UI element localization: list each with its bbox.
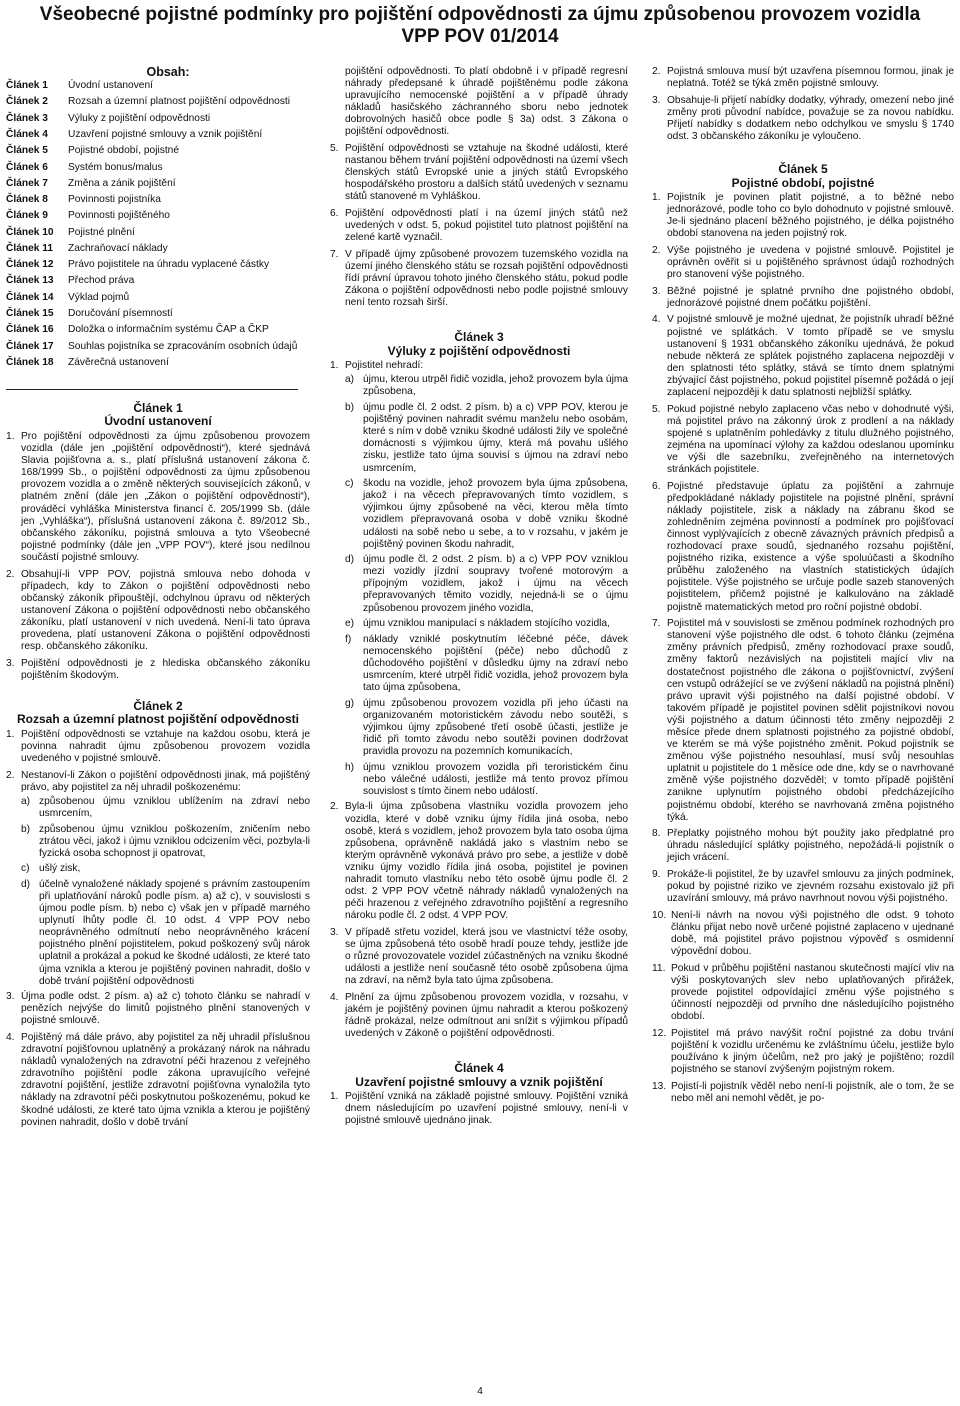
paragraph-text: Běžné pojistné je splatné prvního dne pojistného období, jednorázové pojistné dnem počátku pojištění. [667, 285, 954, 309]
paragraph-text: Pojištění odpovědnosti platí i na území jiných států než uvedených v odst. 5, pokud pojistitel tuto platnost pojištění na zelené kartě vyznačil. [345, 208, 628, 244]
paragraph-number: 6. [330, 208, 339, 220]
toc-item-number: Článek 5 [6, 145, 48, 157]
paragraph [652, 1081, 954, 1105]
list-item [345, 634, 628, 694]
toc-item-label: Systém bonus/malus [68, 161, 163, 173]
page-number: 4 [477, 1386, 483, 1397]
columns [0, 66, 960, 1133]
paragraph [6, 991, 310, 1027]
list-item-text: újmu způsobenou provozem vozidla při jeho účasti na organizovaném motoristickém závodu nebo soutěži, s výjimkou újmy způsobené třetí osobě účasti, jestliže je řidič při tomto závodu nebo soutěži povinen dodržovat pravidla provozu na pozemních komunikacích, [363, 697, 628, 758]
toc-item [6, 129, 310, 141]
toc-item-number: Článek 3 [6, 112, 48, 124]
paragraph-text: Újma podle odst. 2 písm. a) až c) tohoto článku se nahradí v penězích nejvýše do limitů pojistného plnění stanovených v pojistné smlouvě. [21, 991, 310, 1027]
toc-item-label: Změna a zánik pojištění [68, 177, 176, 189]
list-item-text: škodu na vozidle, jehož provozem byla újma způsobena, jakož i na věcech přepravovaných tímto vozidlem, s výjimkou újmy způsobené na věci, kterou měla tímto vozidlem přepravovaná osoba v době vzniku škodné události na sobě nebo u sebe, a to v rozsahu, v jakém je pojištěný povinen škodu nahradit, [363, 478, 628, 550]
toc-item-number: Článek 1 [6, 80, 48, 92]
toc-item-number: Článek 16 [6, 324, 54, 336]
paragraph [652, 314, 954, 399]
toc-item [6, 113, 310, 125]
paragraph-number: 11. [652, 962, 666, 974]
toc-item [6, 292, 310, 304]
paragraph-text: Pokud v průběhu pojištění nastanou skutečnosti mající vliv na výši poskytovaných slev nebo uplatňovaných přirážek, provede pojistitel odpovídající změnu výše pojistného s účinností nejpozději od prvního dne následujícího pojistného období. [671, 962, 954, 1023]
toc-item-number: Článek 2 [6, 96, 48, 108]
paragraph [6, 729, 310, 765]
toc-item [6, 227, 310, 239]
paragraph-number: 1. [330, 1091, 339, 1103]
paragraph-text: V pojistné smlouvě je možné ujednat, že pojistník uhradí běžné pojistné ve splátkách. V tomto případě se ve smyslu ustanovení § 1931 občanského zákoníku ujednává, že pokud nebude některá ze splátek pojistného zaplacena nejpozději v den splatnosti této splátky, stává se tímto dnem splatnými zbývající část pojistného, pokud pojistitel písemně požádá o její zaplacení nejpozději k datu splatnosti nejbližší splátky. [667, 314, 954, 398]
toc-item-label: Výklad pojmů [68, 291, 130, 303]
paragraph-number: 2. [652, 66, 661, 77]
paragraph [652, 869, 954, 905]
paragraph-number: 8. [652, 828, 661, 840]
toc-item-number: Článek 8 [6, 194, 48, 206]
column-1 [0, 66, 320, 1133]
paragraph-text: Pojistí-li pojistník věděl nebo není-li pojistník, ale o tom, že se nebo měl ani nemohl vědět, je po- [671, 1080, 954, 1104]
paragraph-number: 3. [652, 285, 661, 297]
paragraph-number: 3. [6, 991, 15, 1003]
toc-item-number: Článek 15 [6, 308, 54, 320]
toc-item-number: Článek 7 [6, 177, 48, 189]
list-item-letter: h) [345, 761, 355, 773]
toc-item-number: Článek 13 [6, 275, 54, 287]
toc-item [6, 357, 310, 369]
paragraph-number: 12. [652, 1027, 667, 1039]
list-item [345, 618, 628, 630]
column-2 [320, 66, 640, 1133]
paragraph-text: Plnění za újmu způsobenou provozem vozidla, v rozsahu, v jakém je pojištěný povinen újmu nahradit a kterou poškozený řádně prokázal, nelze odmítnout ani snížit s výjimkou případů uvedených v Zákoně o pojištění odpovědnosti. [345, 991, 628, 1040]
article-title: Úvodní ustanovení [104, 414, 212, 429]
article-2-subitems [6, 796, 310, 988]
paragraph [652, 245, 954, 281]
toc-item [6, 243, 310, 255]
list-item [345, 762, 628, 798]
paragraph-text: Pojištění odpovědnosti je z hlediska občanského zákoníku pojištěním škodovým. [21, 657, 310, 681]
list-item-letter: a) [21, 795, 31, 807]
paragraph [330, 801, 628, 922]
toc-item-number: Článek 9 [6, 210, 48, 222]
article-1-paragraphs [6, 431, 310, 682]
paragraph-text: Pojistitel má v souvislosti se změnou podmínek rozhodných pro stanovení výše pojistného dle odst. 6 tohoto článku (zejména změny právních předpisů, změny rozhodovací praxe soudů, změny faktorů nezávislých na pojistiteli mající vliv na dostatečnost pojistného dle zákona o pojišťovnictví, zvýšení cen vstupů odrážející se ve zvýšení nákladů na pojistná plnění) právo upravit výši pojistného na další pojistné období. V takovém případě je pojistitel povinen sdělit pojistníkovi novou výši pojistného a datum účinnosti této změny nejpozději 2 měsíce přede dnem splatnosti pojistného za pojistné období, ve kterém se má výše pojistného změnit. Pokud pojistník se změnou výše pojistného nesouhlasí, musí svůj nesouhlas uplatnit u pojistitele do 1 měsíce ode dne, kdy se o navrhované změně výše pojistného dozvěděl; v tomto případě pojištění zanikne uplynutím pojistného období předcházejícího pojistnému období, kterého se navrhovaná změna pojistného týká. [667, 618, 954, 823]
paragraph-number: 1. [6, 430, 15, 442]
article-number: Článek 2 [133, 698, 183, 713]
paragraph [652, 286, 954, 310]
toc-heading: Obsah: [146, 65, 190, 79]
paragraph-text: Pokud pojistné nebylo zaplaceno včas nebo v dohodnuté výši, má pojistitel právo na zákonný úrok z prodlení a na náklady spojené s uplatněním pohledávky z titulu dlužného pojistného, zejména na upomínací výlohy za každou odeslanou upomínku ve výši dle sazebníku, zveřejněného na internetových stránkách pojistitele. [667, 403, 954, 476]
toc-item-number: Článek 10 [6, 226, 54, 238]
toc-item [6, 259, 310, 271]
toc-item-label: Povinnosti pojištěného [68, 210, 170, 222]
article-2-heading [6, 700, 310, 727]
paragraph-text: Nestanoví-li Zákon o pojištění odpovědnosti jinak, má pojištěný právo, aby pojistitel za něj uhradil poškozenému: [21, 769, 310, 793]
toc-item [6, 194, 310, 206]
paragraph-number: 10. [652, 909, 667, 921]
paragraph-text: Pojištění odpovědnosti se vztahuje na škodné události, které nastanou během trvání pojištění odpovědnosti na území všech členských států Evropské unie a jiných států Evropského hospodářského prostoru a dalších států uvedených v seznamu států stanovené m Vyhláškou. [345, 143, 628, 203]
paragraph-text: Pojistitel má právo navýšit roční pojistné za dobu trvání pojištění k vozidlu určenému ke zvláštnímu účelu, jestliže bylo používáno k jiným účelům, než pro jaký je pojištěno; rozdíl pojistného se stanoví zvýšeným pojistným rokem. [671, 1027, 954, 1075]
toc-item-label: Právo pojistitele na úhradu vyplacené částky [68, 259, 270, 271]
toc-item-label: Doručování písemností [68, 308, 173, 320]
list-item-letter: b) [345, 402, 355, 414]
article-5-heading [652, 163, 954, 190]
list-item-text: ušlý zisk, [39, 863, 81, 875]
paragraph-number: 5. [652, 403, 661, 415]
article-4-heading [330, 1062, 628, 1089]
list-item-letter: f) [345, 633, 352, 645]
list-item-text: způsobenou újmu vzniklou poškozením, zničením nebo ztrátou věci, jakož i újmu vzniklou odcizením věci, pozbyla-li fyzická osoba schopnost ji opatrovat, [39, 823, 310, 859]
paragraph [330, 360, 628, 372]
list-item-text: újmu podle čl. 2 odst. 2 písm. b) a c) VPP POV, kterou je pojištěný povinen nahradit svému manželu nebo osobám, které s ním v době vzniku škodné události žily ve společné domácnosti s výjimkou újmy, která má povahu ušlého zisku, jestliže tato újma souvisí s újmou na zdraví nebo usmrcením, [363, 402, 628, 474]
toc-item-number: Článek 14 [6, 291, 54, 303]
title-line-2: VPP POV 01/2014 [401, 26, 559, 47]
list-item [21, 796, 310, 820]
paragraph [6, 1032, 310, 1129]
toc-item-label: Úvodní ustanovení [68, 80, 153, 92]
paragraph-number: 7. [652, 618, 661, 630]
list-item-letter: c) [21, 863, 30, 875]
paragraph-number: 6. [652, 480, 661, 492]
paragraph-number: 2. [652, 244, 661, 256]
list-item-text: újmu vzniklou manipulací s nákladem stojícího vozidla, [363, 618, 610, 630]
article-title: Rozsah a územní platnost pojištění odpovědnosti [16, 712, 300, 727]
toc-item-label: Souhlas pojistníka se zpracováním osobních údajů [68, 340, 298, 352]
article-title: Uzavření pojistné smlouvy a vznik pojištění [355, 1074, 603, 1089]
toc-item [6, 324, 310, 336]
list-item-letter: e) [345, 618, 355, 630]
article-3-subitems [330, 374, 628, 798]
paragraph [6, 431, 310, 564]
list-item [345, 402, 628, 475]
list-item [345, 478, 628, 551]
column-3 [640, 66, 960, 1133]
paragraph-number: 2. [330, 801, 339, 813]
toc-item [6, 145, 310, 157]
article-3-heading [330, 331, 628, 358]
paragraph-number: 4. [652, 314, 661, 326]
list-item-text: náklady vzniklé poskytnutím léčebné péče, dávek nemocenského pojištění (péče) nebo důchodů z důchodového pojištění v důsledku újmy na zdraví nebo usmrcením, které utrpěl řidič vozidla, jehož provozem byla tato újma způsobena, [363, 633, 628, 694]
article-3-paragraphs [330, 801, 628, 1040]
paragraph-number: 3. [652, 94, 661, 106]
paragraph [652, 963, 954, 1023]
toc-item-label: Doložka o informačním systému ČAP a ČKP [68, 324, 269, 336]
toc-item [6, 96, 310, 108]
paragraph-number: 5. [330, 143, 339, 155]
toc-item-number: Článek 6 [6, 161, 48, 173]
toc-item [6, 308, 310, 320]
paragraph [6, 658, 310, 682]
list-item-text: újmu vzniklou provozem vozidla při teroristickém činu nebo válečné události, jestliže má tento provoz přímou souvislost s tímto činem nebo událostí. [363, 761, 628, 797]
article-number: Článek 5 [778, 162, 828, 177]
document-title [0, 0, 960, 48]
article-number: Článek 4 [454, 1061, 504, 1076]
paragraph [330, 249, 628, 309]
paragraph [330, 208, 628, 244]
list-item [345, 374, 628, 398]
paragraph [652, 404, 954, 477]
paragraph-text: Obsahuje-li přijetí nabídky dodatky, výhrady, omezení nebo jiné změny proti původní nabídce, považuje se za novou nabídku. Přijetí nabídky s dodatkem nebo odchylkou ve smyslu § 1740 odst. 3 občanského zákoníku je vyloučeno. [667, 94, 954, 142]
paragraph [652, 95, 954, 143]
paragraph-text: Není-li návrh na novou výši pojistného dle odst. 9 tohoto článku přijat nebo nově určené pojistné zaplaceno v ujednané době, má pojistitel právo pojistnou výpověď s osmidenní výpovědní dobou. [671, 909, 954, 958]
article-5-paragraphs [652, 192, 954, 1105]
paragraph [652, 1028, 954, 1076]
list-item [345, 554, 628, 614]
paragraph [652, 618, 954, 824]
paragraph-number: 3. [330, 926, 339, 938]
toc-item-number: Článek 18 [6, 356, 54, 368]
toc-item-number: Článek 12 [6, 259, 54, 271]
paragraph [330, 927, 628, 987]
list-item-text: újmu, kterou utrpěl řidič vozidla, jehož provozem byla újma způsobena, [363, 374, 628, 398]
paragraph-text: Obsahují-li VPP POV, pojistná smlouva nebo dohoda v případech, kdy to Zákon o pojištění odpovědnosti nebo občanský zákoník připouštějí, odchylnou úpravu od některých ustanovení Zákona o pojištění odpovědnosti nebo občanského zákoníku, platí ustanovení v nich uvedená. Není-li tato úprava provedena, platí ustanovení Zákona o pojištění odpovědnosti resp. občanského zákoníku. [21, 568, 310, 653]
article-title: Pojistné období, pojistné [731, 175, 875, 190]
toc-item [6, 80, 310, 92]
paragraph-number: 9. [652, 869, 661, 881]
paragraph-number: 4. [330, 991, 339, 1003]
list-item-letter: d) [21, 878, 31, 890]
list-item-text: účelně vynaložené náklady spojené s právním zastoupením při uplatňování nároků podle písm. a) až c), v souvislosti s újmou podle písm. b) nebo c) však jen v případě marného uplynutí lhůty podle čl. 10 odst. 4 VPP POV nebo neoprávněného odmítnutí nebo neoprávněného krácení pojistného plnění pojistitelem, pokud poškozený svůj nárok uplatnil a prokázal a pokud ke škodné události, ze které tato újma vznikla a kterou je pojištěný povinen nahradit, došlo v době trvání pojištění odpovědnosti [39, 878, 310, 987]
toc-item-label: Uzavření pojistné smlouvy a vznik pojištění [68, 128, 263, 140]
list-item-letter: b) [21, 823, 31, 835]
article-2-paragraphs-cont [330, 143, 628, 309]
paragraph [652, 481, 954, 614]
paragraph [652, 192, 954, 240]
toc-item-label: Výluky z pojištění odpovědnosti [68, 112, 211, 124]
toc-item [6, 210, 310, 222]
paragraph-text: Výše pojistného je uvedena v pojistné smlouvě. Pojistitel je oprávněn ověřit si u pojištěného správnost údajů rozhodných pro stanovení výše pojistného. [667, 244, 954, 281]
paragraph-number: 1. [6, 728, 15, 740]
toc-item [6, 341, 310, 353]
title-line-1: Všeobecné pojistné podmínky pro pojištění odpovědnosti za újmu způsobenou provozem vozidla [39, 4, 921, 25]
toc-item-label: Povinnosti pojistníka [68, 194, 161, 206]
paragraph-text: Pojištěný má dále právo, aby pojistitel za něj uhradil příslušnou zdravotní pojišťovnou uplatněný a prokázaný nárok na náhradu nákladů vynaložených na zdravotní péči hrazenou z veřejného zdravotního pojištění podle zákona upravujícího veřejné zdravotní pojištění, jestliže zdravotní pojišťovna vynaložila tyto náklady na zdravotní péči poskytnutou poškozenému, pokud ke škodné události, ze které tato újma vznikla a kterou je pojištěný povinen nahradit, došlo v době trvání [21, 1032, 310, 1128]
paragraph-number: 2. [6, 568, 15, 580]
toc-item-number: Článek 4 [6, 128, 48, 140]
list-item [21, 824, 310, 860]
paragraph-text: Pojistné představuje úplatu za pojištění a zahrnuje předpokládané náklady pojistitele na pojistné plnění, správní náklady pojistitele, zisk a náklady na zábranu škod se zohledněním zejména povinností a podmínek pro pojišťovací činnost vyplývajících z obecně závazných právních předpisů a rozhodovací praxe soudů, sjednaného rozsahu pojištění, pojistného rizika, existence a výše spoluúčasti a škodního průběhu založeného na vlastních statistických údajích pojistitele. Výše pojistného se určuje podle sazeb stanovených pojistitelem, přičemž pojistné je kalkulováno na základě pojistně matematických metod pro roční pojistné období. [667, 480, 954, 613]
paragraph-number: 1. [652, 192, 661, 204]
toc-item [6, 178, 310, 190]
list-item-letter: g) [345, 697, 355, 709]
paragraph-number: 2. [6, 769, 15, 781]
paragraph-number: 1. [330, 360, 339, 372]
paragraph-text: Pro pojištění odpovědnosti za újmu způsobenou provozem vozidla (dále jen „pojištění odpovědnosti“), které sjednává Slavia pojišťovna a. s., platí příslušná ustanovení zákona č. 168/1999 Sb., o pojištění odpovědnosti za újmu způsobenou provozem vozidla a o změně některých souvisejících zákonů, v platném znění (dále jen „Zákon o pojištění odpovědnosti“), prováděcí vyhláška Ministerstva financí č. 205/1999 Sb. (dále jen „Vyhláška“), příslušná ustanovení zákona č. 89/2012 Sb., občanského zákoníku, pojistná smlouva a tyto Všeobecné pojistné podmínky (dále jen „VPP POV“), které jsou nedílnou součástí pojistné smlouvy. [21, 430, 310, 563]
list-item-text: způsobenou újmu vzniklou ublížením na zdraví nebo usmrcením, [39, 795, 310, 819]
paragraph-number: 13. [652, 1080, 667, 1092]
paragraph-text: V případě újmy způsobené provozem tuzemského vozidla na území jiného členského státu se rozsah pojištění odpovědnosti řídí právní úpravou tohoto jiného členského státu, pokud podle Zákona o pojištění odpovědnosti nebo podle pojistné smlouvy není tento rozsah širší. [345, 248, 628, 309]
paragraph [330, 992, 628, 1040]
paragraph [330, 143, 628, 203]
paragraph-text: Pojištění vzniká na základě pojistné smlouvy. Pojištění vzniká dnem následujícím po uzavření pojistné smlouvy, není-li v pojistné smlouvě ujednáno jinak. [345, 1091, 628, 1127]
list-item-text: újmu podle čl. 2 odst. 2 písm. b) a c) VPP POV vzniklou mezi vozidly jízdní soupravy tvořené motorovým a přípojným vozidlem, jakož i újmu na věcech přepravovaných těmito vozidly, nejedná-li se o újmu způsobenou provozem jiného vozidla, [363, 554, 628, 614]
toc-item-label: Závěrečná ustanovení [68, 356, 169, 368]
paragraph [6, 569, 310, 654]
paragraph [6, 770, 310, 794]
paragraph-text: Byla-li újma způsobena vlastníku vozidla provozem jeho vozidla, které v době vzniku újmy řídila jiná osoba, nebo osobě, která s vozidlem, jehož provozem byla tato osoba újma způsobena, oprávněně nakládá jako s vlastním nebo se kterým oprávněně vykonává právo pro sebe, a jestliže v době vzniku újmy vozidlo řídila jiná osoba, pojistitel je povinen nahradit tomuto vlastníku nebo této osobě újmu podle čl. 2 odst. 2 VPP POV včetně náhrady nákladů vynaložených na péči hrazenou z veřejného zdravotního pojištění a regresního nároku podle čl. 2 odst. 4 VPP POV. [345, 801, 628, 922]
list-item-letter: c) [345, 478, 354, 490]
list-item-letter: d) [345, 554, 355, 566]
paragraph-number: 7. [330, 248, 339, 260]
list-item [345, 698, 628, 758]
toc-item-number: Článek 11 [6, 242, 54, 254]
toc-item-label: Zachraňovací náklady [68, 242, 168, 254]
paragraph-text: Pojištění odpovědnosti se vztahuje na každou osobu, která je povinna nahradit újmu způsobenou provozem vozidla uvedeného v pojistné smlouvě. [21, 728, 310, 765]
article-title: Výluky z pojištění odpovědnosti [387, 343, 571, 358]
paragraph-number: 4. [6, 1032, 15, 1043]
paragraph-continuation: pojištění odpovědnosti. To platí obdobně i v případě regresní náhrady předepsané k úhradě pojištěnému podle zákona upravujícího nemocenské pojištění a v případě úhrady nákladů hasičského záchranného sboru nebo jednotek dobrovolných hasičů obce podle § 3a) odst. 3 Zákona o pojištění odpovědnosti. [345, 66, 628, 138]
article-1-heading [6, 402, 310, 429]
paragraph-text: Prokáže-li pojistitel, že by uzavřel smlouvu za jiných podmínek, pokud by pojistné riziko ve zjevném rozsahu existovalo již při uzavírání smlouvy, má právo navrhnout novou výši pojistného. [667, 869, 954, 905]
toc-item-label: Pojistné plnění [68, 226, 135, 238]
list-item-letter: a) [345, 374, 355, 386]
table-of-contents [6, 80, 310, 369]
list-item [21, 879, 310, 988]
paragraph [652, 910, 954, 958]
list-item [21, 863, 310, 875]
paragraph-text: V případě střetu vozidel, která jsou ve vlastnictví téže osoby, se újma způsobená této osobě hradí pouze tehdy, jestliže jde o různé provozovatele vozidel zúčastněných na vzniku škodné události a jestliže není současně této osobě způsobena újma na zdraví, na němž byla tato újma způsobena. [345, 926, 628, 987]
paragraph-text: Přeplatky pojistného mohou být použity jako předplatné pro úhradu následující splátky pojistného, nepožádá-li pojistník o jejich vrácení. [667, 828, 954, 864]
article-4-paragraphs-cont [652, 66, 954, 143]
paragraph [652, 828, 954, 864]
paragraph [652, 66, 954, 90]
paragraph-text: Pojistitel nehradí: [345, 360, 424, 372]
article-number: Článek 1 [133, 400, 183, 415]
paragraph [330, 1091, 628, 1127]
toc-item-label: Přechod práva [68, 275, 135, 287]
paragraph-text: Pojistník je povinen platit pojistné, a to běžné nebo jednorázové, podle toho co bylo dohodnuto v pojistné smlouvě. Je-li sjednáno placení běžného pojistného, je délka pojistného období stanovena na jeden pojistný rok. [667, 192, 954, 240]
paragraph-number: 3. [6, 657, 15, 669]
paragraph-text: Pojistná smlouva musí být uzavřena písemnou formou, jinak je neplatná. Totéž se týká změn pojistné smlouvy. [667, 66, 954, 90]
toc-item-number: Článek 17 [6, 340, 54, 352]
article-number: Článek 3 [454, 330, 504, 345]
divider [6, 389, 298, 390]
toc-item-label: Rozsah a územní platnost pojištění odpovědnosti [68, 96, 291, 108]
toc-item [6, 162, 310, 174]
toc-item [6, 275, 310, 287]
toc-item-label: Pojistné období, pojistné [68, 145, 180, 157]
